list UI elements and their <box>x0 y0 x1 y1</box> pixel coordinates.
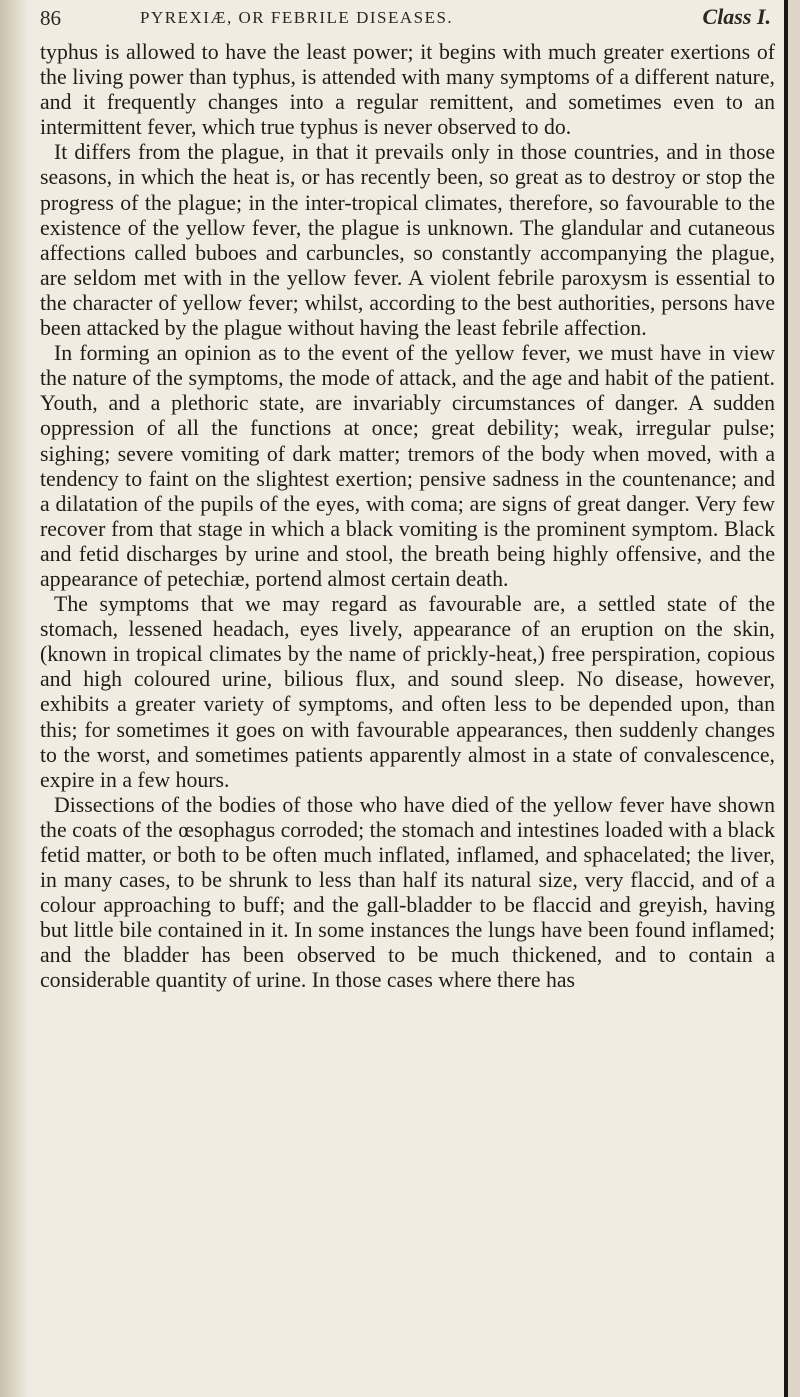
paragraph-dissections: Dissections of the bodies of those who have died of the yellow fever have shown the coats of the œsophagus corroded; the stomach and intestines loaded with a black fetid matter, or both to be often much inflated, inflamed, and sphacelated; the liver, in many cases, to be shrunk to less than half its natural size, very flaccid, and of a colour approaching to buff; and the gall-bladder to be flaccid and greyish, having but little bile contained in it. In some instances the lungs have been found inflamed; and the bladder has been observed to be much thickened, and to contain a considerable quantity of urine. In those cases where there has <box>40 792 775 993</box>
paragraph-plague-comparison: It differs from the plague, in that it prevails only in those countries, and in those seasons, in which the heat is, or has recently been, so great as to destroy or stop the progress of the plague; in the inter-tropical climates, therefore, so favourable to the existence of the yellow fever, the plague is unknown. The glandular and cutaneous affections called buboes and carbuncles, so constantly accompanying the plague, are seldom met with in the yellow fever. A violent febrile paroxysm is essential to the character of yellow fever; whilst, according to the best authorities, persons have been attacked by the plague without having the least febrile affection. <box>40 140 775 341</box>
page-border-rule <box>784 0 788 1397</box>
page-edge <box>788 0 800 1397</box>
running-head <box>40 4 775 32</box>
paragraph-prognosis: In forming an opinion as to the event of the yellow fever, we must have in view the nature of the symptoms, the mode of attack, and the age and habit of the patient. Youth, and a plethoric state, are invariably circumstances of danger. A sudden oppression of all the functions at once; great debility; weak, irregular pulse; sighing; severe vomiting of dark matter; tremors of the body when moved, with a tendency to faint on the slightest exertion; pensive sadness in the countenance; and a dilatation of the pupils of the eyes, with coma; are signs of great danger. Very few recover from that stage in which a black vomiting is the prominent symptom. Black and fetid discharges by urine and stool, the breath being highly offensive, and the appearance of petechiæ, portend almost certain death. <box>40 341 775 591</box>
gutter-shadow <box>0 0 30 1397</box>
page-number: 86 <box>40 6 61 30</box>
paragraph-continuation: typhus is allowed to have the least power; it begins with much greater exertions of the living power than typhus, is attended with many symptoms of a different nature, and it frequently changes into a regular remittent, and sometimes even to an intermittent fever, which true typhus is never observed to do. <box>40 40 775 140</box>
class-label: Class I. <box>702 4 771 29</box>
running-title: PYREXIÆ, OR FEBRILE DISEASES. <box>140 8 454 27</box>
paragraph-favourable-symptoms: The symptoms that we may regard as favourable are, a settled state of the stomach, lessened headach, eyes lively, appearance of an eruption on the skin, (known in tropical climates by the name of prickly-heat,) free perspiration, copious and high coloured urine, bilious flux, and sound sleep. No disease, however, exhibits a greater variety of symptoms, and often less to be depended upon, than this; for sometimes it goes on with favourable appearances, then suddenly changes to the worst, and sometimes patients apparently almost in a state of convalescence, expire in a few hours. <box>40 592 775 792</box>
body-text <box>40 40 775 994</box>
